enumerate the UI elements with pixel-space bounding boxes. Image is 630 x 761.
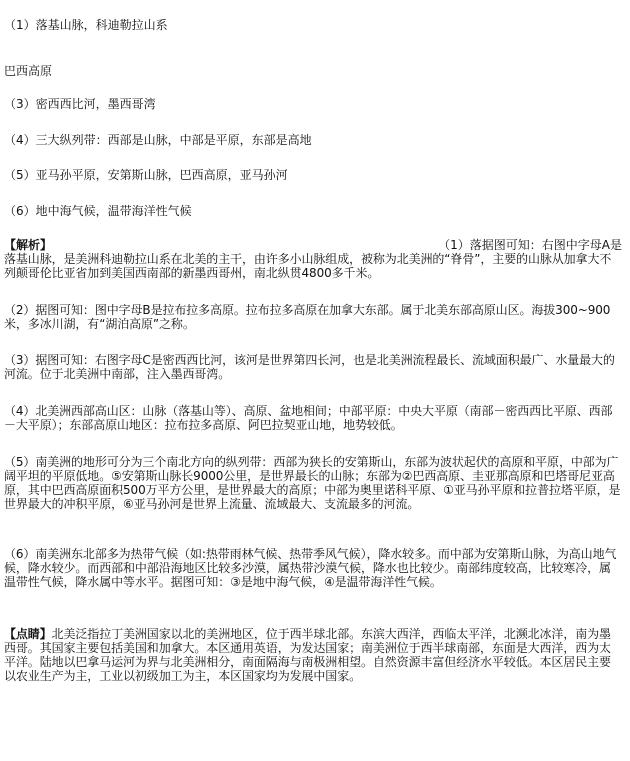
answer-line-3: （3）密西西比河，墨西哥湾: [4, 97, 156, 111]
answer-line-2: 巴西高原: [4, 64, 53, 78]
analysis-heading-row: [4, 238, 622, 252]
comment-tag: 【点睛】: [4, 627, 52, 641]
answer-line-4: （4）三大纵列带：西部是山脉，中部是平原，东部是高地: [4, 133, 312, 147]
comment-paragraph: [4, 627, 622, 683]
analysis-tag: 【解析】: [4, 238, 53, 252]
analysis-paragraph-6: （6）南美洲东北部多为热带气候（如:热带雨林气候、热带季风气候），降水较多。而中部为安第斯山脉，为高山地气候，降水较少。而西部和中部沿海地区比较多沙漠，属热带沙漠气候，降水也比较少。南部纬度较高，比较寒冷，属温带性气候，降水属中等水平。据图可知：③是地中海气候，④是温带海洋性气候。: [4, 547, 617, 589]
answer-line-1: （1）落基山脉，科迪勒拉山系: [4, 18, 168, 32]
analysis-paragraph-1: 落基山脉，是美洲科迪勒拉山系在北美的主干，由许多小山脉组成，被称为北美洲的“脊骨”，主要的山脉从加拿大不列颠哥伦比亚省加到美国西南部的新墨西哥州，南北纵贯4800多千米。: [4, 252, 612, 280]
analysis-paragraph-2: （2）据图可知：图中字母B是拉布拉多高原。拉布拉多高原在加拿大东部。属于北美东部高原山区。海拔300~900米，多冰川湖，有“湖泊高原”之称。: [4, 303, 611, 331]
answer-line-5: （5）亚马孙平原，安第斯山脉，巴西高原，亚马孙河: [4, 168, 288, 182]
analysis-lead: （1）落据图可知：右图中字母A是: [438, 238, 622, 252]
analysis-paragraph-5: （5）南美洲的地形可分为三个南北方向的纵列带：西部为狭长的安第斯山，东部为波状起伏的高原和平原，中部为广阔平坦的平原低地。⑤安第斯山脉长9000公里，是世界最长的山脉；东部为②巴西高原、圭亚那高原和巴塔哥尼亚高原，其中巴西高原面积500万平方公里，是世界最大的高原；中部为奥里诺科平原、①亚马孙平原和拉普拉塔平原，是世界最大的冲积平原，⑥亚马孙河是世界上流量、流域最大、支流最多的河流。: [4, 455, 621, 511]
analysis-paragraph-3: （3）据图可知：右图字母C是密西西比河，该河是世界第四长河，也是北美洲流程最长、流域面积最广、水量最大的河流。位于北美洲中南部，注入墨西哥湾。: [4, 353, 615, 381]
analysis-paragraph-4: （4）北美洲西部高山区：山脉（落基山等）、高原、盆地相间；中部平原：中央大平原（南部－密西西比平原、西部－大平原）；东部高原山地区：拉布拉多高原、阿巴拉契亚山地，地势较低。: [4, 404, 613, 432]
comment-text: 北美泛指拉丁美洲国家以北的美洲地区，位于西半球北部。东滨大西洋，西临太平洋，北濒北冰洋，南为墨西哥。其国家主要包括美国和加拿大。本区通用英语，为发达国家；南美洲位于西半球南部，东面是大西洋，西为太平洋。陆地以巴拿马运河为界与北美洲相分，南面隔海与南极洲相望。自然资源丰富但经济水平较低。本区居民主要以农业生产为主，工业以初级加工为主，本区国家均为发展中国家。: [4, 627, 611, 683]
answer-line-6: （6）地中海气候，温带海洋性气候: [4, 204, 192, 218]
